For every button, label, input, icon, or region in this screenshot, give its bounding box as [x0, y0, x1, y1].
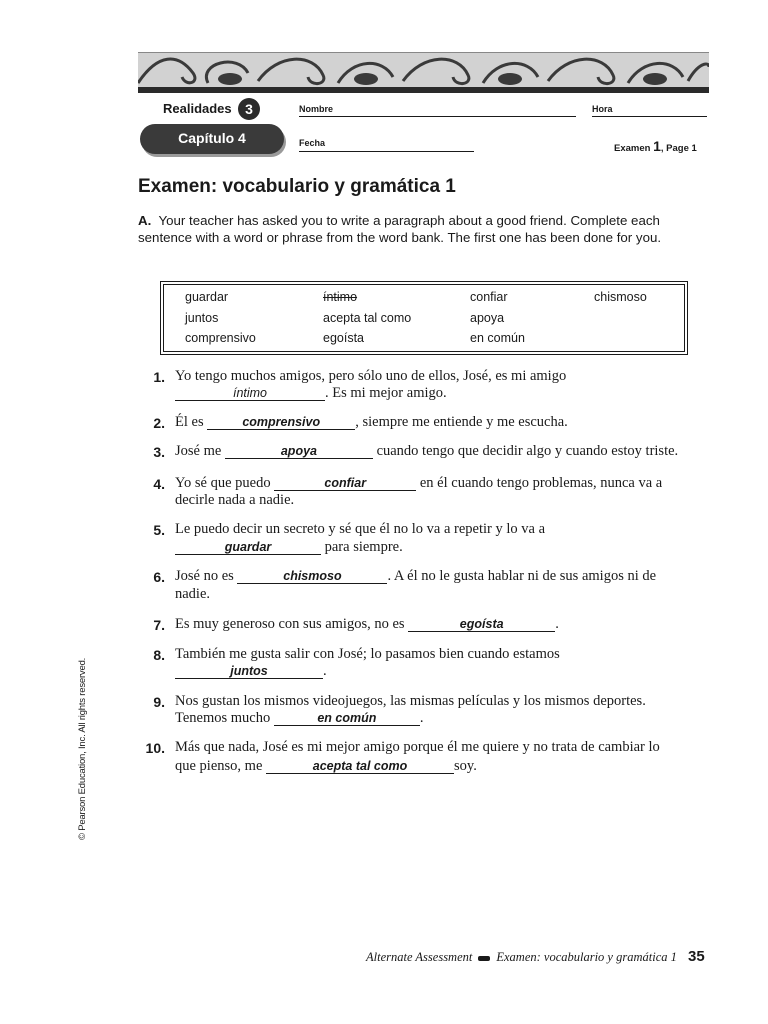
word-bank-item: apoya: [470, 311, 505, 325]
item-number: 7.: [153, 617, 165, 633]
item-number: 4.: [153, 476, 165, 492]
item-text: Le puedo decir un secreto y sé que él no lo va a repetir y lo va a: [175, 521, 546, 537]
item-text: Más que nada, José es mi mejor amigo porque él me quiere y no trata de cambiar lo: [175, 739, 660, 755]
answer-blank[interactable]: juntos: [175, 664, 323, 679]
item-text: José no es chismoso . A él no le gusta hablar ni de sus amigos ni de: [175, 568, 657, 584]
banner-bar: [138, 87, 709, 93]
answer-blank[interactable]: íntimo: [175, 386, 325, 401]
realidades-level-badge: 3: [238, 98, 260, 120]
item-text: Es muy generoso con sus amigos, no es egoísta .: [175, 616, 559, 632]
item-text: También me gusta salir con José; lo pasamos bien cuando estamos: [175, 646, 560, 662]
item-text: Yo tengo muchos amigos, pero sólo uno de ellos, José, es mi amigo: [175, 368, 567, 384]
instructions: A. Your teacher has asked you to write a paragraph about a good friend. Complete each sentence with a word or phrase from the word bank. The first one has been done for you.: [138, 213, 662, 245]
word-bank-item: confiar: [470, 290, 508, 304]
item-text: juntos .: [175, 663, 327, 680]
item-text: Él es comprensivo , siempre me entiende y me escucha.: [175, 414, 568, 430]
answer-blank[interactable]: comprensivo: [207, 415, 355, 430]
fecha-label: Fecha: [299, 138, 326, 148]
item-number: 8.: [153, 647, 165, 663]
answer-blank[interactable]: confiar: [274, 476, 416, 491]
page-number: 35: [688, 948, 705, 965]
item-text: Nos gustan los mismos videojuegos, las mismas películas y los mismos deportes.: [175, 693, 646, 709]
answer-blank[interactable]: guardar: [175, 540, 321, 555]
word-bank-item: comprensivo: [185, 331, 256, 345]
item-number: 1.: [153, 369, 165, 385]
word-bank-item: íntimo: [323, 290, 358, 304]
word-bank-item: chismoso: [594, 290, 647, 304]
word-bank: [160, 281, 688, 355]
hora-label: Hora: [592, 104, 613, 114]
word-bank-item: guardar: [185, 290, 229, 304]
item-number: 6.: [153, 569, 165, 585]
word-bank-item: acepta tal como: [323, 311, 412, 325]
fecha-field[interactable]: [299, 150, 474, 152]
answer-blank[interactable]: chismoso: [237, 569, 387, 584]
item-text: que pienso, me acepta tal como soy.: [175, 758, 477, 774]
capitulo-badge: Capítulo 4: [140, 124, 284, 154]
item-text: íntimo . Es mi mejor amigo.: [175, 385, 447, 402]
nombre-field[interactable]: [299, 115, 576, 117]
answer-blank[interactable]: en común: [274, 711, 420, 726]
page-title: Examen: vocabulario y gramática 1: [138, 176, 456, 197]
item-number: 3.: [153, 444, 165, 460]
nombre-label: Nombre: [299, 104, 334, 114]
footer-text: Alternate Assessment Examen: vocabulario y gramática 1: [366, 950, 677, 964]
item-number: 9.: [153, 694, 165, 710]
item-text: Tenemos mucho en común .: [175, 710, 424, 726]
item-number: 2.: [153, 415, 165, 431]
word-bank-item: en común: [470, 331, 525, 345]
item-text: José me apoya cuando tengo que decidir algo y cuando estoy triste.: [175, 443, 679, 459]
copyright-notice: © Pearson Education, Inc. All rights reserved.: [77, 657, 88, 840]
hora-field[interactable]: [592, 115, 707, 117]
item-number: 10.: [145, 740, 165, 756]
answer-blank[interactable]: acepta tal como: [266, 759, 454, 774]
footer-separator: [478, 956, 490, 961]
item-text: Yo sé que puedo confiar en él cuando tengo problemas, nunca va a: [175, 475, 663, 491]
word-bank-item: juntos: [185, 311, 219, 325]
realidades-label: Realidades: [163, 101, 232, 116]
examen-page-indicator: Examen 1, Page 1: [614, 138, 697, 154]
item-number: 5.: [153, 522, 165, 538]
item-text: decirle nada a nadie.: [175, 492, 295, 508]
item-text: nadie.: [175, 586, 211, 602]
word-bank-item: egoísta: [323, 331, 365, 345]
item-text: guardar para siempre.: [175, 539, 403, 556]
answer-blank[interactable]: apoya: [225, 444, 373, 459]
answer-blank[interactable]: egoísta: [408, 617, 555, 632]
